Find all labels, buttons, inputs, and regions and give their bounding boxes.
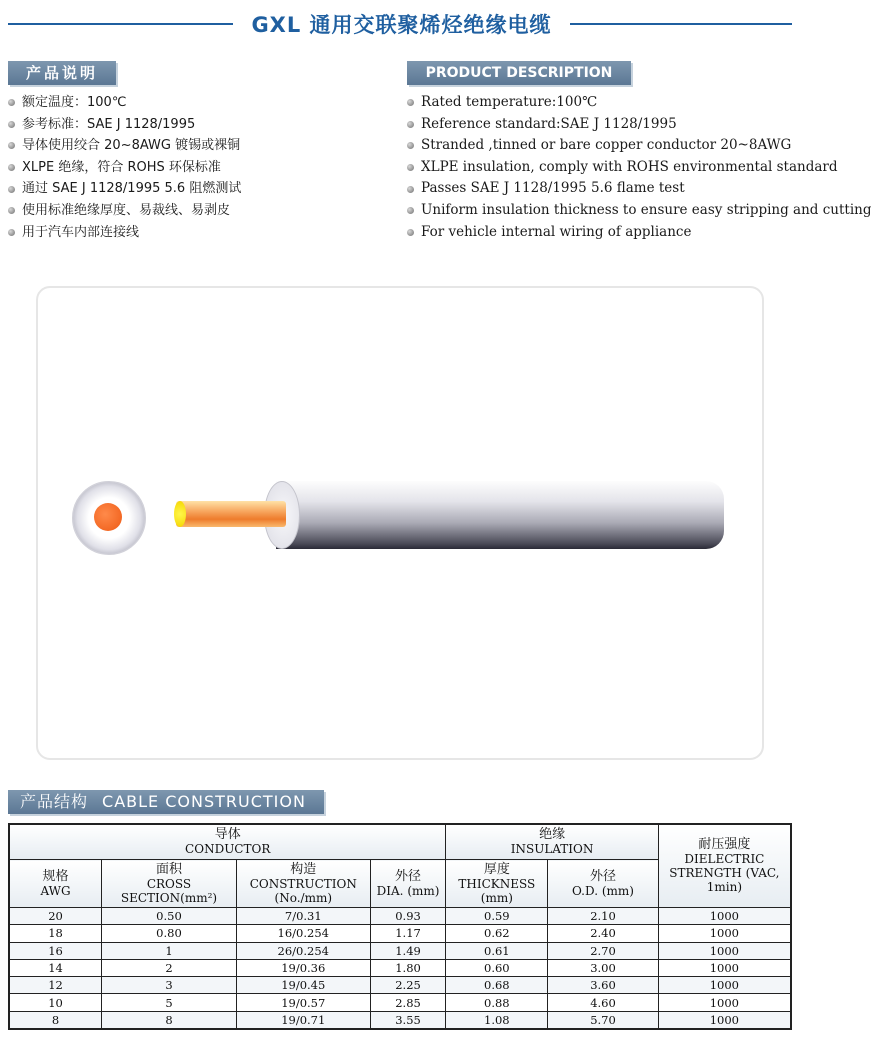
feature-text: 额定温度：100℃ — [22, 95, 127, 110]
feature-item — [8, 114, 241, 136]
feature-item — [8, 222, 241, 244]
bullet-icon — [8, 99, 15, 106]
cell-construction: 19/0.57 — [236, 994, 370, 1011]
cell-dielectric: 1000 — [658, 994, 791, 1011]
cell-construction: 26/0.254 — [236, 942, 370, 959]
section-label-description-cn: 产品说明 — [8, 61, 116, 85]
cell-awg: 14 — [9, 959, 102, 976]
cell-awg: 10 — [9, 994, 102, 1011]
header-od — [548, 860, 659, 908]
cell-thickness: 1.08 — [446, 1011, 548, 1029]
cable-conductor-wire — [176, 501, 286, 527]
cell-cross-section: 8 — [102, 1011, 237, 1029]
feature-item — [8, 178, 241, 200]
header-awg-cn: 规格 — [42, 868, 69, 884]
header-cross-section — [102, 860, 237, 908]
cell-od: 2.70 — [548, 942, 659, 959]
feature-item — [8, 92, 241, 114]
feature-item — [407, 178, 871, 200]
header-thickness-en: THICKNESS (mm) — [458, 876, 536, 905]
table-row — [9, 1011, 791, 1029]
feature-item — [8, 200, 241, 222]
cable-insulation-jacket — [276, 481, 724, 549]
cell-od: 5.70 — [548, 1011, 659, 1029]
cell-awg: 16 — [9, 942, 102, 959]
table-row — [9, 942, 791, 959]
cell-dielectric: 1000 — [658, 908, 791, 925]
header-conductor — [9, 824, 446, 860]
header-dielectric — [658, 824, 791, 908]
header-insulation — [446, 824, 658, 860]
header-dia-cn: 外径 — [395, 868, 422, 884]
header-construction — [236, 860, 370, 908]
header-awg — [9, 860, 102, 908]
header-insulation-cn: 绝缘 — [539, 827, 566, 842]
cell-construction: 19/0.36 — [236, 959, 370, 976]
title-rule-right — [570, 23, 792, 25]
cell-thickness: 0.62 — [446, 925, 548, 942]
feature-text: Uniform insulation thickness to ensure easy stripping and cutting — [421, 201, 871, 218]
bullet-icon — [407, 99, 414, 106]
cable-construction-table — [8, 823, 792, 1030]
bullet-icon — [8, 186, 15, 193]
feature-item — [407, 92, 871, 114]
feature-item — [407, 222, 871, 244]
section-label-description-en: PRODUCT DESCRIPTION — [407, 61, 631, 85]
section-label-construction — [8, 790, 324, 814]
section-label-construction-cn: 产品结构 — [20, 792, 89, 811]
title-rule-left — [8, 23, 233, 25]
bullet-icon — [407, 186, 414, 193]
table-row — [9, 994, 791, 1011]
feature-text: 使用标准绝缘厚度、易裁线、易剥皮 — [22, 202, 231, 218]
feature-text: Stranded ,tinned or bare copper conductor 20~8AWG — [421, 137, 792, 154]
bullet-icon — [407, 229, 414, 236]
feature-text: 导体使用绞合 20~8AWG 镀锡或裸铜 — [22, 138, 241, 154]
feature-text: XLPE 绝缘，符合 ROHS 环保标准 — [22, 159, 221, 175]
feature-text: Reference standard:SAE J 1128/1995 — [421, 115, 677, 132]
cell-cross-section: 0.50 — [102, 908, 237, 925]
feature-text: 用于汽车内部连接线 — [22, 224, 140, 240]
cell-dielectric: 1000 — [658, 1011, 791, 1029]
feature-text: 参考标准：SAE J 1128/1995 — [22, 116, 196, 132]
header-thickness — [446, 860, 548, 908]
title-row — [0, 6, 800, 40]
cell-dia: 2.85 — [370, 994, 446, 1011]
cell-od: 2.40 — [548, 925, 659, 942]
feature-text: XLPE insulation, comply with ROHS environmental standard — [421, 158, 838, 175]
cell-construction: 16/0.254 — [236, 925, 370, 942]
table-row — [9, 977, 791, 994]
cell-dielectric: 1000 — [658, 959, 791, 976]
header-thickness-cn: 厚度 — [483, 861, 510, 877]
header-insulation-en: INSULATION — [510, 842, 594, 856]
header-od-en: O.D. (mm) — [572, 883, 634, 898]
header-cross-section-cn: 面积 — [155, 861, 182, 877]
cell-dia: 0.93 — [370, 908, 446, 925]
cell-dielectric: 1000 — [658, 942, 791, 959]
table-row — [9, 908, 791, 925]
header-construction-en: CONSTRUCTION (No./mm) — [249, 876, 357, 905]
bullet-icon — [8, 121, 15, 128]
cable-cross-section-core — [94, 503, 122, 531]
bullet-icon — [407, 164, 414, 171]
table-row — [9, 959, 791, 976]
cell-construction: 19/0.71 — [236, 1011, 370, 1029]
section-label-construction-en: CABLE CONSTRUCTION — [102, 792, 306, 811]
cell-dia: 1.80 — [370, 959, 446, 976]
cell-dielectric: 1000 — [658, 977, 791, 994]
cell-dielectric: 1000 — [658, 925, 791, 942]
cell-dia: 1.17 — [370, 925, 446, 942]
header-dielectric-cn: 耐压强度 — [698, 837, 751, 852]
feature-text: For vehicle internal wiring of appliance — [421, 223, 692, 240]
feature-list-en — [407, 92, 871, 243]
bullet-icon — [8, 142, 15, 149]
header-dia-en: DIA. (mm) — [376, 883, 440, 898]
header-od-cn: 外径 — [589, 868, 616, 884]
feature-list-cn — [8, 92, 241, 243]
feature-item — [407, 200, 871, 222]
page-title: GXL 通用交联聚烯烃绝缘电缆 — [251, 13, 552, 37]
bullet-icon — [407, 207, 414, 214]
feature-item — [407, 135, 871, 157]
feature-item — [407, 157, 871, 179]
header-dielectric-en: DIELECTRIC STRENGTH (VAC, 1min) — [669, 852, 780, 894]
cell-awg: 8 — [9, 1011, 102, 1029]
feature-text: Rated temperature:100℃ — [421, 94, 598, 110]
cell-thickness: 0.59 — [446, 908, 548, 925]
cell-thickness: 0.88 — [446, 994, 548, 1011]
cell-cross-section: 0.80 — [102, 925, 237, 942]
cell-awg: 18 — [9, 925, 102, 942]
cell-od: 3.00 — [548, 959, 659, 976]
feature-item — [407, 114, 871, 136]
cell-construction: 19/0.45 — [236, 977, 370, 994]
bullet-icon — [407, 121, 414, 128]
cell-cross-section: 2 — [102, 959, 237, 976]
cell-dia: 1.49 — [370, 942, 446, 959]
cell-cross-section: 3 — [102, 977, 237, 994]
header-conductor-en: CONDUCTOR — [185, 842, 271, 856]
header-construction-cn: 构造 — [290, 861, 317, 877]
bullet-icon — [8, 164, 15, 171]
table-body — [9, 908, 791, 1030]
feature-item — [8, 157, 241, 179]
cell-cross-section: 5 — [102, 994, 237, 1011]
table-row — [9, 925, 791, 942]
cell-awg: 20 — [9, 908, 102, 925]
feature-item — [8, 135, 241, 157]
header-awg-en: AWG — [40, 883, 71, 898]
cell-dia: 3.55 — [370, 1011, 446, 1029]
cell-construction: 7/0.31 — [236, 908, 370, 925]
feature-text: Passes SAE J 1128/1995 5.6 flame test — [421, 180, 685, 197]
bullet-icon — [8, 229, 15, 236]
header-cross-section-en: CROSS SECTION(mm²) — [120, 876, 218, 905]
cell-cross-section: 1 — [102, 942, 237, 959]
cable-conductor-tip — [174, 501, 186, 527]
cell-thickness: 0.68 — [446, 977, 548, 994]
cell-awg: 12 — [9, 977, 102, 994]
bullet-icon — [8, 207, 15, 214]
bullet-icon — [407, 142, 414, 149]
feature-text: 通过 SAE J 1128/1995 5.6 阻燃测试 — [22, 181, 242, 197]
cell-od: 3.60 — [548, 977, 659, 994]
header-dia — [370, 860, 446, 908]
cell-dia: 2.25 — [370, 977, 446, 994]
header-conductor-cn: 导体 — [214, 827, 241, 842]
cell-od: 4.60 — [548, 994, 659, 1011]
cell-thickness: 0.61 — [446, 942, 548, 959]
cell-thickness: 0.60 — [446, 959, 548, 976]
cell-od: 2.10 — [548, 908, 659, 925]
